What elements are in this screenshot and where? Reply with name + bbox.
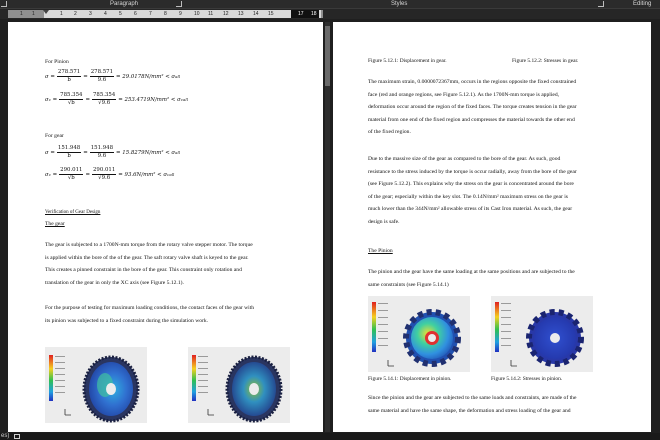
document-page-left[interactable]	[8, 22, 323, 432]
ribbon-group-styles: Styles	[391, 1, 408, 7]
ruler-tick: 14	[253, 11, 259, 17]
figure-caption-5-14-2: Figure 5.14.2: Stresses in pinion.	[491, 376, 563, 382]
ruler-tick: 1	[20, 11, 23, 17]
ribbon-group-paragraph: Paragraph	[110, 1, 139, 7]
ruler-tick: 9	[179, 11, 182, 17]
document-page-right[interactable]	[333, 22, 651, 432]
ribbon-group-editing: Editing	[633, 1, 652, 7]
ruler-tick: 2	[74, 11, 77, 17]
figure-caption-5-12-2: Figure 5.12.2: Stresses in gear.	[512, 58, 579, 64]
ruler-tick: 11	[208, 11, 214, 17]
scrollbar-thumb[interactable]	[325, 26, 330, 86]
ruler-bar	[0, 9, 660, 19]
figure-caption-5-14-1: Figure 5.14.1: Displacement in pinion.	[368, 376, 452, 382]
pinion-contact-equation: σ c = $\frac{785.354}{√b}$ = $\frac{785.354}{√9.6}$ = 253.4719N/mm² < σ call	[45, 92, 188, 106]
ruler-tick: 13	[238, 11, 244, 17]
verification-heading: Verification of Gear Design	[45, 210, 101, 215]
figure-caption-5-12-1: Figure 5.12.1: Displacement in gear.	[368, 58, 447, 64]
pinion-heading: For Pinion	[45, 59, 69, 65]
ruler-tick: 1	[32, 11, 35, 17]
ruler-tick: 8	[164, 11, 167, 17]
paragraph-launcher-icon[interactable]	[176, 1, 182, 7]
vertical-scrollbar[interactable]	[325, 22, 330, 432]
pinion-bending-equation: σ = $\frac{278.571}{b}$ = $\frac{278.571}{9.6}$ = 29.0178N/mm² < σ all	[45, 69, 181, 83]
indent-marker-icon[interactable]	[43, 10, 49, 14]
ruler-tick: 18	[311, 11, 317, 17]
pinion-stress-figure[interactable]	[491, 296, 593, 372]
ruler-tick: 6	[134, 11, 137, 17]
pinion-displacement-figure[interactable]	[368, 296, 470, 372]
gear-paragraph-2: For the purpose of testing for maximum loading conditions, the contact faces of the gear with its pinion was subjected to a fixed constraint during the simulation work.	[45, 305, 255, 324]
gear-stress-figure[interactable]	[188, 347, 290, 423]
ribbon-group-labels	[0, 0, 660, 9]
status-text: es)	[1, 433, 10, 439]
gear-displacement-figure[interactable]	[45, 347, 147, 423]
ruler-tick: 10	[194, 11, 200, 17]
stress-paragraph: Due to the massive size of the gear as compared to the bore of the gear. As such, good resistance to the stress induced by the torque is occur radially, away from the bore of the gear (see Figure 5.12.2). This explains why the stress on the gear is concentrated around the bore of the gear; especially within the key slot. The 0.14N/mm² maximum stress on the gear is much lower than the 344N/mm² allowable stress of its Cast Iron material. As such, the gear design is safe.	[368, 156, 577, 225]
pinion-subheading: The Pinion	[368, 248, 393, 254]
gear-heading: For gear	[45, 133, 64, 139]
comparison-paragraph: Since the pinion and the gear are subjected to the same loads and constraints, are made of the same material and have the same shape, the deformation and stress loading of the gear and	[368, 395, 577, 414]
status-bar	[0, 433, 660, 440]
ruler-tick: 7	[149, 11, 152, 17]
ruler-right-margin	[321, 10, 323, 18]
pinion-paragraph: The pinion and the gear have the same loading at the same positions and are subjected to the same constraints (see Figure 5.14.1)	[368, 269, 575, 288]
ruler-tick: 3	[89, 11, 92, 17]
gear-bending-equation: σ = $\frac{151.948}{b}$ = $\frac{151.948}{9.6}$ = 15.8279N/mm² < σ all	[45, 145, 181, 159]
ruler-tick: 17	[298, 11, 304, 17]
gear-contact-equation: σ c = $\frac{290.011}{√b}$ = $\frac{290.011}{√9.6}$ = 93.6N/mm² < σ call	[45, 167, 175, 181]
strain-paragraph: The maximum strain, 0.0000072367mm, occurs in the regions opposite the fixed constrained face (red and orange regions, see Figure 5.12.1). As the 1700N-mm torque is applied, deformation occur around the region of the fixed faces. The torque creates tension in the gear material from one end of the fixed region and compresses the material towards the other end of the fixed region.	[368, 79, 577, 136]
dialog-launcher-icon[interactable]	[1, 1, 7, 7]
styles-launcher-icon[interactable]	[598, 1, 604, 7]
ruler-tick: 12	[223, 11, 229, 17]
gear-subheading: The gear	[45, 221, 65, 227]
ruler-tick: 5	[119, 11, 122, 17]
ruler-tick: 4	[104, 11, 107, 17]
ruler-left-margin	[8, 10, 44, 18]
horizontal-ruler[interactable]	[8, 10, 323, 18]
macro-record-icon[interactable]	[14, 434, 20, 439]
gear-paragraph-1: The gear is subjected to a 1700N-mm torque from the rotary valve stepper motor. The torque is applied within the bore of the of the gear. The saft rotary valve shaft is keyed to the gear. This creates a pinned constraint in the bore of the gear. This constraint only rotation and translation of the gear in only the XC axis (see Figure 5.12.1).	[45, 242, 253, 286]
ruler-tick: 15	[268, 11, 274, 17]
ruler-right-indent[interactable]	[291, 10, 319, 18]
ruler-tick: 1	[60, 11, 63, 17]
